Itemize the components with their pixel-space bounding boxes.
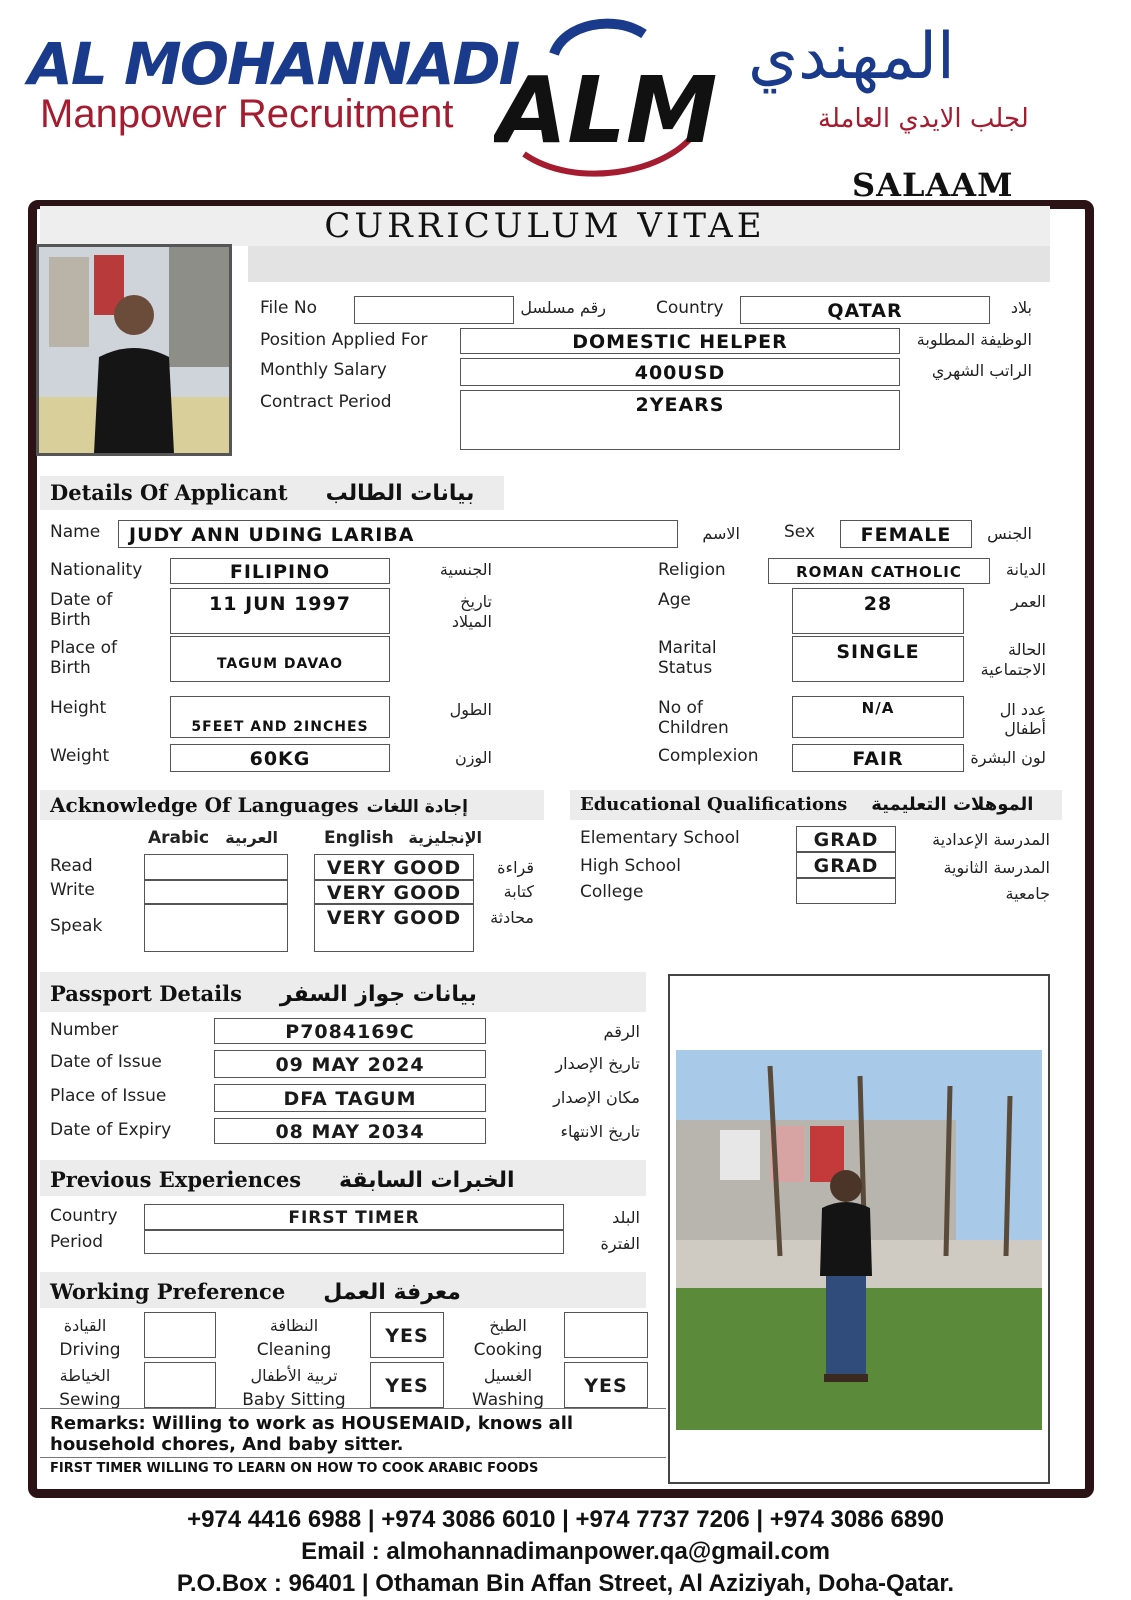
cooking-label: Cooking bbox=[473, 1340, 543, 1360]
nationality-field[interactable]: FILIPINO bbox=[170, 558, 390, 584]
complexion-field[interactable]: FAIR bbox=[792, 744, 964, 772]
cleaning-field[interactable]: YES bbox=[370, 1312, 444, 1358]
highschool-label-ar: المدرسة الثانوية bbox=[943, 858, 1050, 877]
religion-field[interactable]: ROMAN CATHOLIC bbox=[768, 558, 990, 584]
marital-label-ar-1: الحالة bbox=[1008, 640, 1046, 659]
read-label: Read bbox=[50, 856, 93, 876]
salaam-label: SALAAM bbox=[852, 166, 1014, 204]
driving-field[interactable] bbox=[144, 1312, 216, 1358]
pob-field[interactable]: TAGUM DAVAO bbox=[170, 636, 390, 682]
dob-label-ar-2: الميلاد bbox=[451, 612, 492, 631]
dob-field[interactable]: 11 JUN 1997 bbox=[170, 588, 390, 634]
experience-country-field[interactable]: FIRST TIMER bbox=[144, 1204, 564, 1230]
applicant-photo-small bbox=[36, 244, 232, 456]
arabic-speak-field[interactable] bbox=[144, 904, 288, 952]
english-column-label-ar: الإنجليزية bbox=[408, 828, 482, 847]
salary-label: Monthly Salary bbox=[260, 360, 387, 380]
position-field[interactable]: DOMESTIC HELPER bbox=[460, 328, 900, 354]
marital-label-2: Status bbox=[658, 658, 713, 678]
svg-text:ALM: ALM bbox=[496, 57, 718, 164]
write-label-ar: كتابة bbox=[503, 882, 534, 901]
passport-section-title-ar: بيانات جواز السفر bbox=[279, 982, 477, 1007]
cooking-field[interactable] bbox=[564, 1312, 648, 1358]
college-field[interactable] bbox=[796, 878, 896, 904]
sex-label-ar: الجنس bbox=[987, 524, 1032, 543]
applicant-section-header bbox=[40, 476, 504, 510]
driving-label-ar: القيادة bbox=[63, 1316, 107, 1335]
education-section-title-ar: الموهلات التعليمية bbox=[871, 794, 1034, 815]
elementary-field[interactable]: GRAD bbox=[796, 826, 896, 852]
experience-period-field[interactable] bbox=[144, 1230, 564, 1254]
footer-email[interactable]: Email : almohannadimanpower.qa@gmail.com bbox=[301, 1538, 830, 1565]
weight-label-ar: الوزن bbox=[454, 748, 492, 767]
experience-section-title: Previous Experiences bbox=[50, 1167, 302, 1192]
cooking-label-ar: الطبخ bbox=[489, 1316, 527, 1335]
experience-section-header bbox=[40, 1160, 646, 1196]
passport-issue-place-label-ar: مكان الإصدار bbox=[553, 1088, 640, 1107]
file-no-field[interactable] bbox=[354, 296, 514, 324]
footer-phones: +974 4416 6988 | +974 3086 6010 | +974 7737 7206 | +974 3086 6890 bbox=[187, 1506, 944, 1533]
marital-field[interactable]: SINGLE bbox=[792, 636, 964, 682]
name-field[interactable]: JUDY ANN UDING LARIBA bbox=[118, 520, 678, 548]
passport-number-label-ar: الرقم bbox=[603, 1022, 640, 1041]
country-label: Country bbox=[656, 298, 724, 318]
cleaning-label: Cleaning bbox=[256, 1340, 332, 1360]
weight-label: Weight bbox=[50, 746, 110, 766]
college-label-ar: جامعية bbox=[1005, 884, 1050, 903]
brand-subtitle-arabic: لجلب الايدي العاملة bbox=[818, 104, 1029, 134]
position-label-ar: الوظيفة المطلوبة bbox=[916, 330, 1032, 349]
sewing-label-ar: الخياطة bbox=[59, 1366, 111, 1385]
preference-section-title: Working Preference bbox=[50, 1279, 286, 1304]
religion-label: Religion bbox=[658, 560, 726, 580]
remarks-line-2: household chores, And baby sitter. bbox=[50, 1434, 404, 1455]
alm-logo bbox=[494, 14, 730, 184]
experience-period-label: Period bbox=[50, 1232, 104, 1252]
washing-label-ar: الغسيل bbox=[483, 1366, 533, 1385]
languages-section-title: Acknowledge Of Languages bbox=[50, 793, 359, 817]
preference-section-title-ar: معرفة العمل bbox=[323, 1280, 461, 1305]
contract-label: Contract Period bbox=[260, 392, 392, 412]
english-speak-field[interactable]: VERY GOOD bbox=[314, 904, 474, 952]
english-write-field[interactable]: VERY GOOD bbox=[314, 880, 474, 904]
complexion-label-ar: لون البشرة bbox=[970, 748, 1046, 767]
brand-name-arabic: المهندي bbox=[748, 20, 955, 94]
applicant-section-title-ar: بيانات الطالب bbox=[325, 481, 475, 506]
english-column-label: English bbox=[324, 828, 394, 848]
children-label-ar: عدد ال أطفال bbox=[999, 700, 1046, 738]
sex-field[interactable]: FEMALE bbox=[840, 520, 972, 548]
speak-label: Speak bbox=[50, 916, 103, 936]
sewing-field[interactable] bbox=[144, 1362, 216, 1408]
height-field[interactable]: 5FEET AND 2INCHES bbox=[170, 696, 390, 738]
remarks-line-3: FIRST TIMER WILLING TO LEARN ON HOW TO COOK ARABIC FOODS bbox=[40, 1457, 666, 1479]
nationality-label-ar: الجنسية bbox=[439, 560, 492, 579]
cleaning-label-ar: النظافة bbox=[269, 1316, 319, 1335]
arabic-column-label: Arabic bbox=[148, 828, 210, 848]
contract-field[interactable]: 2YEARS bbox=[460, 390, 900, 450]
dob-label-ar-1: تاريخ bbox=[460, 592, 492, 611]
arabic-write-field[interactable] bbox=[144, 880, 288, 904]
brand-subtitle: Manpower Recruitment bbox=[40, 92, 454, 136]
marital-label-1: Marital bbox=[658, 638, 717, 658]
name-label-ar: الاسم bbox=[702, 524, 740, 543]
height-label-ar: الطول bbox=[449, 700, 492, 719]
college-label: College bbox=[580, 882, 644, 902]
languages-section-header bbox=[40, 790, 544, 820]
passport-issue-date-field[interactable]: 09 MAY 2024 bbox=[214, 1050, 486, 1078]
baby-sitting-field[interactable]: YES bbox=[370, 1362, 444, 1408]
remarks-line-1: Remarks: Willing to work as HOUSEMAID, knows all bbox=[50, 1413, 574, 1434]
passport-issue-place-label: Place of Issue bbox=[50, 1086, 167, 1106]
passport-expiry-field[interactable]: 08 MAY 2034 bbox=[214, 1118, 486, 1144]
passport-expiry-label-ar: تاريخ الانتهاء bbox=[560, 1122, 640, 1141]
experience-period-label-ar: الفترة bbox=[600, 1234, 640, 1253]
highschool-label: High School bbox=[580, 856, 681, 876]
children-label-2: Children bbox=[658, 718, 729, 738]
dob-label-2: Birth bbox=[50, 610, 91, 630]
height-label: Height bbox=[50, 698, 107, 718]
highschool-field[interactable]: GRAD bbox=[796, 852, 896, 878]
passport-number-field[interactable]: P7084169C bbox=[214, 1018, 486, 1044]
write-label: Write bbox=[50, 880, 95, 900]
passport-section-title: Passport Details bbox=[50, 981, 242, 1006]
speak-label-ar: محادثة bbox=[490, 908, 534, 927]
religion-label-ar: الديانة bbox=[1005, 560, 1046, 579]
washing-field[interactable]: YES bbox=[564, 1362, 648, 1408]
weight-field[interactable]: 60KG bbox=[170, 744, 390, 772]
remarks-box bbox=[40, 1408, 666, 1489]
applicant-section-title: Details Of Applicant bbox=[50, 480, 288, 505]
arabic-read-field[interactable] bbox=[144, 854, 288, 880]
sex-label: Sex bbox=[784, 522, 816, 542]
name-label: Name bbox=[50, 522, 101, 542]
complexion-label: Complexion bbox=[658, 746, 759, 766]
age-label-ar: العمر bbox=[1010, 592, 1046, 611]
position-label: Position Applied For bbox=[260, 330, 428, 350]
applicant-photo-full bbox=[668, 974, 1050, 1484]
passport-expiry-label: Date of Expiry bbox=[50, 1120, 172, 1140]
dob-label-1: Date of bbox=[50, 590, 113, 610]
salary-label-ar: الراتب الشهري bbox=[931, 361, 1032, 380]
passport-issue-date-label-ar: تاريخ الإصدار bbox=[555, 1054, 640, 1073]
washing-label: Washing bbox=[471, 1390, 545, 1410]
pob-label-1: Place of bbox=[50, 638, 117, 658]
brand-name-english: AL MOHANNADI bbox=[28, 30, 519, 98]
pob-label-2: Birth bbox=[50, 658, 91, 678]
preference-section-header bbox=[40, 1272, 646, 1308]
passport-issue-place-field[interactable]: DFA TAGUM bbox=[214, 1084, 486, 1112]
arabic-column-label-ar: العربية bbox=[225, 828, 278, 847]
baby-sitting-label-ar: تربية الأطفال bbox=[250, 1366, 338, 1385]
cv-title: CURRICULUM VITAE bbox=[40, 206, 1050, 246]
file-no-label-ar: رقم مسلسل bbox=[520, 298, 606, 317]
passport-issue-date-label: Date of Issue bbox=[50, 1052, 162, 1072]
sewing-label: Sewing bbox=[59, 1390, 121, 1410]
passport-section-header bbox=[40, 972, 646, 1012]
experience-country-label: Country bbox=[50, 1206, 118, 1226]
title-grey-bar bbox=[248, 246, 1050, 282]
education-section-title: Educational Qualifications bbox=[580, 794, 848, 815]
passport-number-label: Number bbox=[50, 1020, 119, 1040]
languages-section-title-ar: إجادة اللغات bbox=[366, 797, 468, 817]
children-field[interactable]: N/A bbox=[792, 696, 964, 738]
baby-sitting-label: Baby Sitting bbox=[242, 1390, 346, 1410]
footer-address: P.O.Box : 96401 | Othaman Bin Affan Street, Al Aziziyah, Doha-Qatar. bbox=[176, 1570, 955, 1597]
age-field[interactable]: 28 bbox=[792, 588, 964, 634]
elementary-label-ar: المدرسة الإعدادية bbox=[932, 830, 1050, 849]
salary-field[interactable]: 400USD bbox=[460, 358, 900, 386]
country-label-ar: بلاد bbox=[1010, 298, 1032, 317]
read-label-ar: قراءة bbox=[497, 858, 534, 877]
education-section-header bbox=[570, 790, 1062, 820]
marital-label-ar-2: الاجتماعية bbox=[980, 660, 1046, 679]
age-label: Age bbox=[658, 590, 691, 610]
file-no-label: File No bbox=[260, 298, 317, 318]
country-field[interactable]: QATAR bbox=[740, 296, 990, 324]
english-read-field[interactable]: VERY GOOD bbox=[314, 854, 474, 880]
elementary-label: Elementary School bbox=[580, 828, 740, 848]
experience-country-label-ar: البلد bbox=[612, 1208, 640, 1227]
experience-section-title-ar: الخبرات السابقة bbox=[339, 1168, 515, 1193]
driving-label: Driving bbox=[59, 1340, 121, 1360]
children-label-1: No of bbox=[658, 698, 703, 718]
nationality-label: Nationality bbox=[50, 560, 143, 580]
